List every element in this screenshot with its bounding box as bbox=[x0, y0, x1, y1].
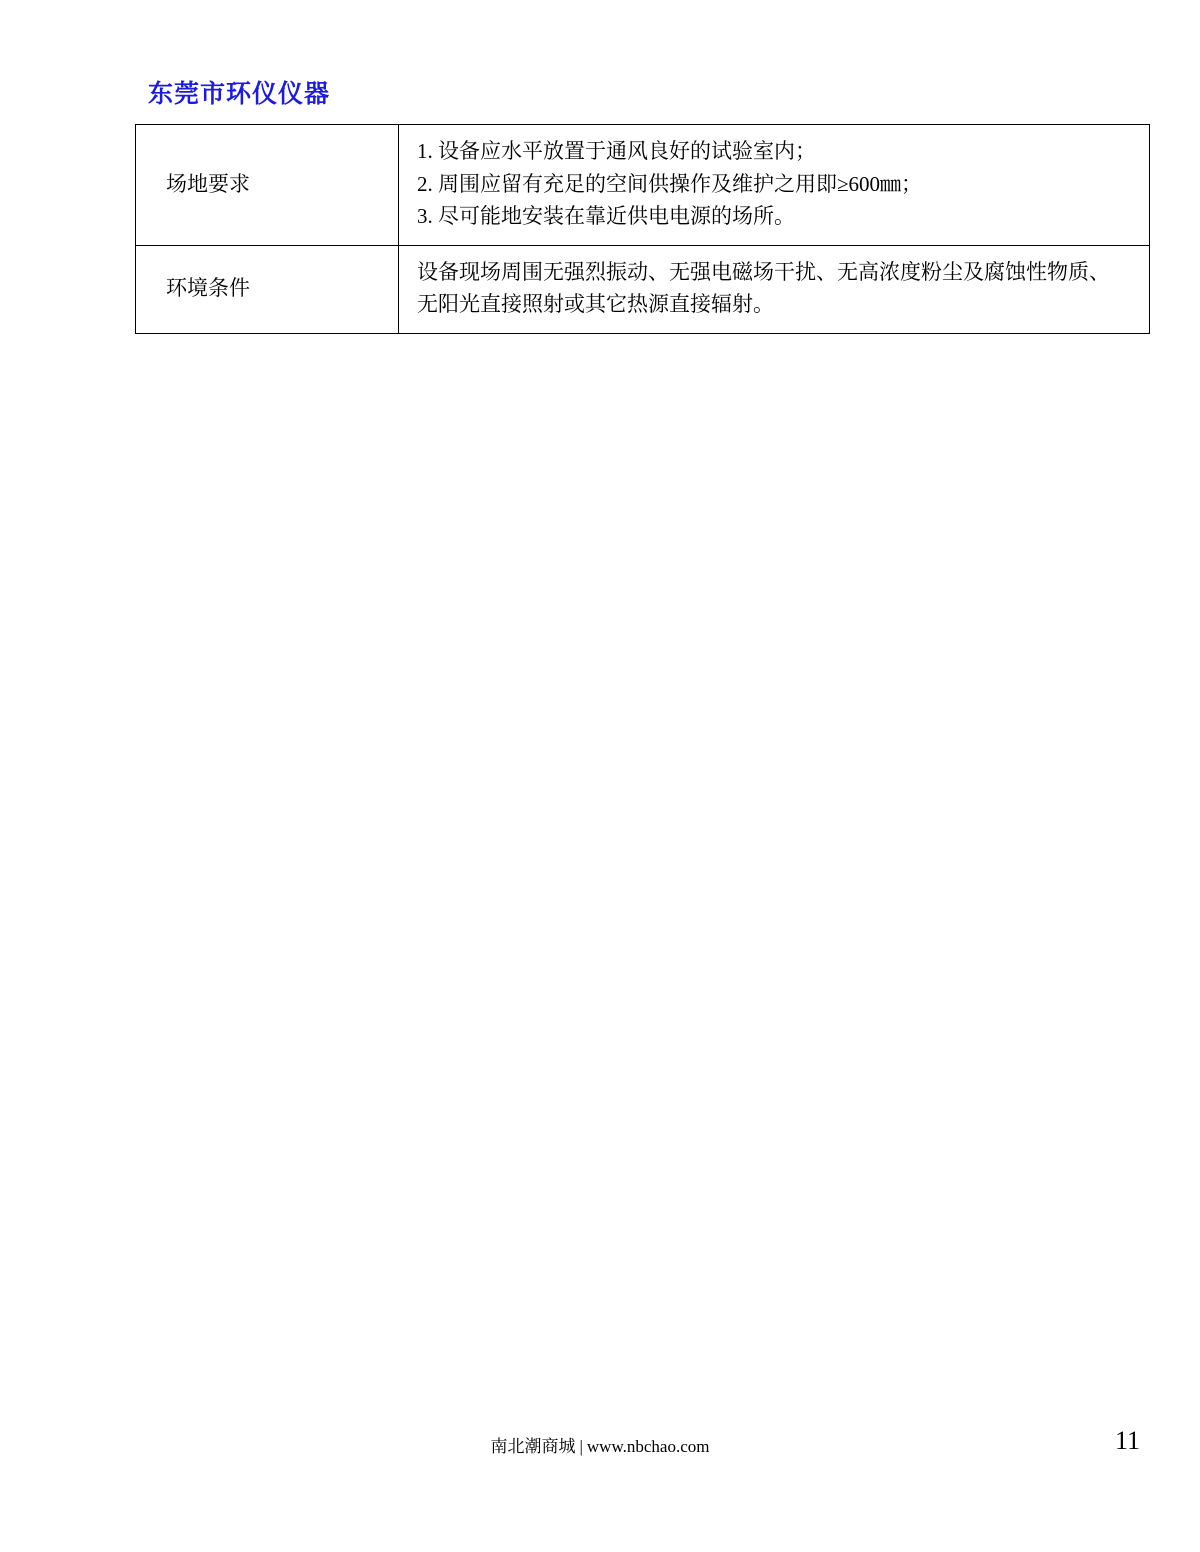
company-header: 东莞市环仪仪器 bbox=[148, 81, 331, 108]
footer-separator: | bbox=[579, 1437, 583, 1456]
footer-url: www.nbchao.com bbox=[586, 1437, 710, 1456]
environment-condition-line-2: 无阳光直接照射或其它热源直接辐射。 bbox=[417, 292, 774, 317]
row-label-site-requirements: 场地要求 bbox=[136, 125, 399, 246]
site-requirement-line-1: 1. 设备应水平放置于通风良好的试验室内； bbox=[417, 139, 816, 163]
site-requirement-line-2: 2. 周围应留有充足的空间供操作及维护之用即≥600㎜； bbox=[417, 171, 923, 196]
specification-table bbox=[135, 124, 1150, 334]
site-requirement-line-3: 3. 尽可能地安装在靠近供电电源的场所。 bbox=[417, 204, 795, 229]
environment-condition-line-1: 设备现场周围无强烈振动、无强电磁场干扰、无高浓度粉尘及腐蚀性物质、 bbox=[417, 259, 1110, 284]
page-footer bbox=[0, 1432, 1200, 1457]
table-row bbox=[136, 125, 1150, 246]
row-label-environment-conditions: 环境条件 bbox=[136, 245, 399, 333]
page-number: 11 bbox=[1114, 1426, 1140, 1455]
row-value-site-requirements bbox=[399, 125, 1150, 246]
table-row bbox=[136, 245, 1150, 333]
row-value-environment-conditions bbox=[399, 245, 1150, 333]
footer-site-name: 南北潮商城 bbox=[490, 1437, 576, 1456]
